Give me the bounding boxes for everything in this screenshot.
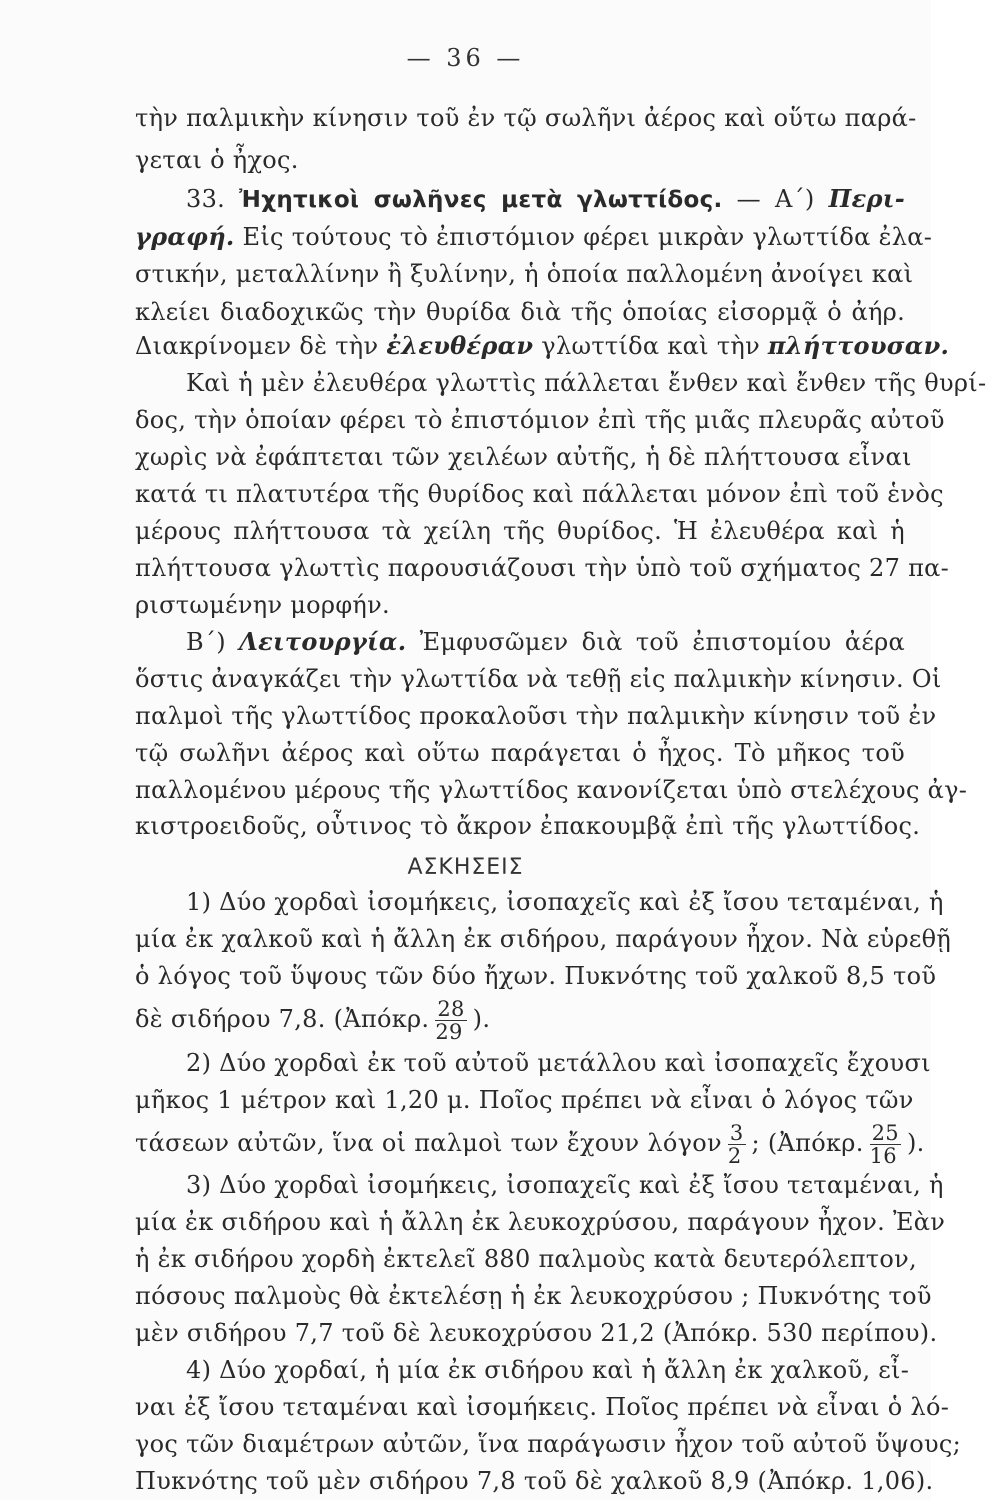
text-line: ὅστις ἀναγκάζει τὴν γλωττίδα νὰ τεθῇ εἰς παλμικὴν κίνησιν. Οἱ [135,665,942,693]
text-fragment: Διακρίνομεν δὲ τὴν [135,332,379,360]
subsection-title: Περι- [828,184,905,213]
text-line: κατά τι πλατυτέρα τῆς θυρίδος καὶ πάλλεται μόνον ἐπὶ τοῦ ἑνὸς [135,480,944,508]
text-line: παλλομένου μέρους τῆς γλωττίδος κανονίζεται ὑπὸ στελέχους ἀγ- [135,776,968,804]
page-number: — 36 — [406,44,525,72]
fraction-numerator: 28 [437,997,465,1021]
text-line [135,331,950,361]
exercise-line: μὲν σιδήρου 7,7 τοῦ δὲ λευκοχρύσου 21,2 (Ἀπόκρ. 530 περίπου). [135,1319,938,1347]
exercise-line: ἡ ἐκ σιδήρου χορδὴ ἐκτελεῖ 880 παλμοὺς κατὰ δευτερόλεπτον, [135,1245,917,1273]
text-line [186,627,905,657]
exercise-line: γος τῶν διαμέτρων αὐτῶν, ἵνα παράγωσιν ἦχον τοῦ αὐτοῦ ὕψους; [135,1430,962,1458]
exercise-line: 1) Δύο χορδαὶ ἰσομήκεις, ἰσοπαχεῖς καὶ ἐξ ἴσου τεταμέναι, ἡ [186,888,944,916]
exercise-line: ναι ἐξ ἴσου τεταμέναι καὶ ἰσομήκεις. Ποῖος πρέπει νὰ εἶναι ὁ λό- [135,1393,950,1421]
text-fragment: Εἰς τούτους τὸ ἐπιστόμιον φέρει μικρὰν γλωττίδα ἐλα- [242,223,933,251]
exercise-line: 4) Δύο χορδαί, ἡ μία ἐκ σιδήρου καὶ ἡ ἄλλη ἐκ χαλκοῦ, εἶ- [186,1356,910,1384]
exercises-title: ΑΣΚΗΣΕΙΣ [407,855,524,880]
exercise-line [135,1121,925,1168]
exercise-line [135,998,905,1043]
emphasis-free: ἐλευθέραν [386,331,534,360]
text-fragment: Ἐμφυσῶμεν διὰ τοῦ ἐπιστομίου ἀέρα [419,628,905,656]
fraction-numerator: 25 [871,1121,899,1145]
text-fragment: ). [906,1129,925,1157]
text-line [135,222,933,252]
fraction-denominator: 2 [727,1144,742,1168]
text-line: τὴν παλμικὴν κίνησιν τοῦ ἐν τῷ σωλῆνι ἀέρος καὶ οὕτω παρά- [135,104,917,132]
text-line: κιστροειδοῦς, οὗτινος τὸ ἄκρον ἐπακουμβᾷ ἐπὶ τῆς γλωττίδος. [135,812,921,840]
fraction-denominator: 16 [869,1144,897,1168]
text-line: κλείει διαδοχικῶς τὴν θυρίδα διὰ τῆς ὁποίας εἰσορμᾷ ὁ ἀήρ. [135,298,905,326]
text-line: Καὶ ἡ μὲν ἐλευθέρα γλωττὶς πάλλεται ἔνθεν καὶ ἔνθεν τῆς θυρί- [186,369,986,397]
text-line: στικήν, μεταλλίνην ἢ ξυλίνην, ἡ ὁποία παλλομένη ἀνοίγει καὶ [135,260,914,288]
exercise-line: μία ἐκ σιδήρου καὶ ἡ ἄλλη ἐκ λευκοχρύσου, παράγουν ἦχον. Ἐὰν [135,1208,946,1236]
exercise-line: μία ἐκ χαλκοῦ καὶ ἡ ἄλλη ἐκ σιδήρου, παράγουν ἦχον. Νὰ εὑρεθῇ [135,925,952,953]
subsection-prefix: — Α΄) [736,185,815,213]
text-line: χωρὶς νὰ ἐφάπτεται τῶν χειλέων αὐτῆς, ἡ δὲ πλήττουσα εἶναι [135,443,912,471]
text-line: ριστωμένην μορφήν. [135,591,390,619]
exercise-line: 2) Δύο χορδαὶ ἐκ τοῦ αὐτοῦ μετάλλου καὶ ἰσοπαχεῖς ἔχουσι [186,1049,931,1077]
text-fragment: τάσεων αὐτῶν, ἵνα οἱ παλμοὶ των ἔχουν λόγον [135,1129,722,1157]
text-line: μέρους πλήττουσα τὰ χείλη τῆς θυρίδος. Ἡ ἐλευθέρα καὶ ἡ [135,517,905,545]
exercise-line: 3) Δύο χορδαὶ ἰσομήκεις, ἰσοπαχεῖς καὶ ἐξ ἴσου τεταμέναι, ἡ [186,1171,944,1199]
text-fragment: δὲ σιδήρου 7,8. (Ἀπόκρ. [135,1005,430,1033]
fraction [870,1122,901,1167]
subsection-title: Λειτουργία. [239,627,407,656]
emphasis-striking: πλήττουσαν. [767,331,950,360]
text-fragment: γλωττίδα καὶ τὴν [541,332,760,360]
fraction [728,1122,746,1167]
text-line: τῷ σωλῆνι ἀέρος καὶ οὕτω παράγεται ὁ ἦχος. Τὸ μῆκος τοῦ [135,739,905,767]
text-line: παλμοὶ τῆς γλωττίδος προκαλοῦσι τὴν παλμικὴν κίνησιν τοῦ ἐν [135,702,937,730]
text-fragment: ). [472,1005,491,1033]
section-title: Ἠχητικοὶ σωλῆνες μετὰ γλωττίδος. [239,187,723,213]
fraction-denominator: 29 [435,1020,463,1044]
exercise-line: Πυκνότης τοῦ μὲν σιδήρου 7,8 τοῦ δὲ χαλκοῦ 8,9 (Ἀπόκρ. 1,06). [135,1467,934,1495]
exercise-line: πόσους παλμοὺς θὰ ἐκτελέσῃ ἡ ἐκ λευκοχρύσου ; Πυκνότης τοῦ [135,1282,932,1310]
fraction [435,998,466,1043]
subsection-prefix: Β΄) [186,628,226,656]
text-fragment: ; (Ἀπόκρ. [751,1129,864,1157]
exercise-line: ὁ λόγος τοῦ ὕψους τῶν δύο ἤχων. Πυκνότης τοῦ χαλκοῦ 8,5 τοῦ [135,962,937,990]
text-line: πλήττουσα γλωττὶς παρουσιάζουσι τὴν ὑπὸ τοῦ σχήματος 27 πα- [135,554,950,582]
fraction-numerator: 3 [729,1121,744,1145]
subsection-title-cont: γραφή. [135,222,235,251]
text-line: γεται ὁ ἦχος. [135,146,299,174]
section-heading-line [186,184,905,215]
text-line: δος, τὴν ὁποίαν φέρει τὸ ἐπιστόμιον ἐπὶ τῆς μιᾶς πλευρᾶς αὐτοῦ [135,406,945,434]
section-number: 33. [186,185,226,213]
exercise-line: μῆκος 1 μέτρον καὶ 1,20 μ. Ποῖος πρέπει νὰ εἶναι ὁ λόγος τῶν [135,1086,914,1114]
